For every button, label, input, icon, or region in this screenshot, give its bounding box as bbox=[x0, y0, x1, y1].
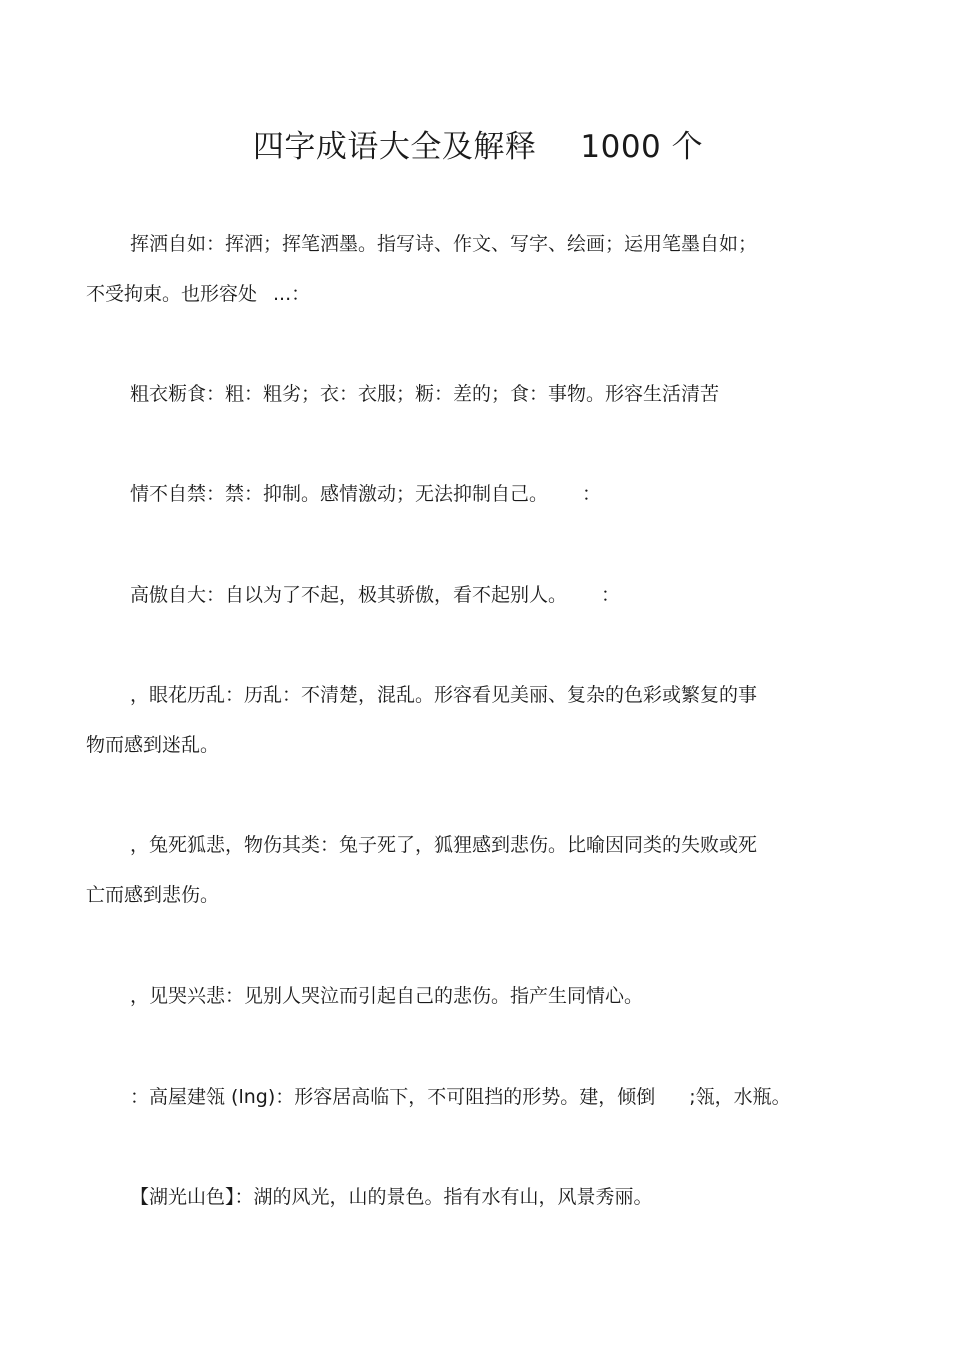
page-title bbox=[0, 124, 956, 170]
entry-2-line-1: 粗衣粝食：粗：粗劣；衣：衣服；粝：差的；食：事物。形容生活清苦 bbox=[130, 383, 720, 405]
entry-5-line-2: 物而感到迷乱。 bbox=[86, 734, 220, 756]
entry-3-line-1 bbox=[86, 469, 846, 519]
idiom-entry-7 bbox=[86, 971, 846, 1021]
entry-8-line-1-text: ：高屋建瓴 (lng)：形容居高临下，不可阻挡的形势。建，倾倒 bbox=[130, 1086, 656, 1108]
entry-4-line-1-tail: ： bbox=[601, 584, 621, 606]
entry-4-line-1 bbox=[86, 570, 846, 620]
entry-1-line-1: 挥洒自如：挥洒；挥笔洒墨。指写诗、作文、写字、绘画；运用笔墨自如； bbox=[130, 233, 758, 255]
entry-3-line-1-text: 情不自禁：禁：抑制。感情激动；无法抑制自己。 bbox=[130, 483, 549, 505]
entry-1-line-2-text: 不受拘束。也形容处 bbox=[86, 283, 258, 305]
idiom-entry-9 bbox=[86, 1172, 846, 1222]
entry-1-line-2 bbox=[86, 269, 846, 319]
idiom-entry-5 bbox=[86, 670, 846, 770]
entry-5-line-1: ，眼花历乱：历乱：不清楚，混乱。形容看见美丽、复杂的色彩或繁复的事 bbox=[130, 684, 758, 706]
entry-6-line-1: ，兔死狐悲，物伤其类：兔子死了，狐狸感到悲伤。比喻因同类的失败或死 bbox=[130, 834, 758, 856]
idiom-entry-4 bbox=[86, 570, 846, 620]
entry-4-line-1-text: 高傲自大：自以为了不起，极其骄傲，看不起别人。 bbox=[130, 584, 568, 606]
entry-8-line-1 bbox=[86, 1072, 846, 1122]
idiom-entry-2 bbox=[86, 369, 846, 419]
title-main: 四字成语大全及解释 bbox=[252, 129, 537, 165]
entry-7-line-1: ，见哭兴悲：见别人哭泣而引起自己的悲伤。指产生同情心。 bbox=[130, 985, 644, 1007]
entry-1-line-2-tail: ...： bbox=[273, 283, 311, 305]
idiom-entry-8 bbox=[86, 1072, 846, 1122]
title-count: 1000 个 bbox=[580, 129, 704, 165]
entry-9-line-1: 【湖光山色】：湖的风光，山的景色。指有水有山，风景秀丽。 bbox=[130, 1186, 653, 1208]
entry-8-line-1-tail: ;瓴，水瓶。 bbox=[689, 1086, 791, 1108]
idiom-entry-3 bbox=[86, 469, 846, 519]
entry-3-line-1-tail: ： bbox=[582, 483, 602, 505]
idiom-entry-6 bbox=[86, 820, 846, 920]
entry-6-line-2: 亡而感到悲伤。 bbox=[86, 884, 220, 906]
idiom-entry-1 bbox=[86, 219, 846, 319]
